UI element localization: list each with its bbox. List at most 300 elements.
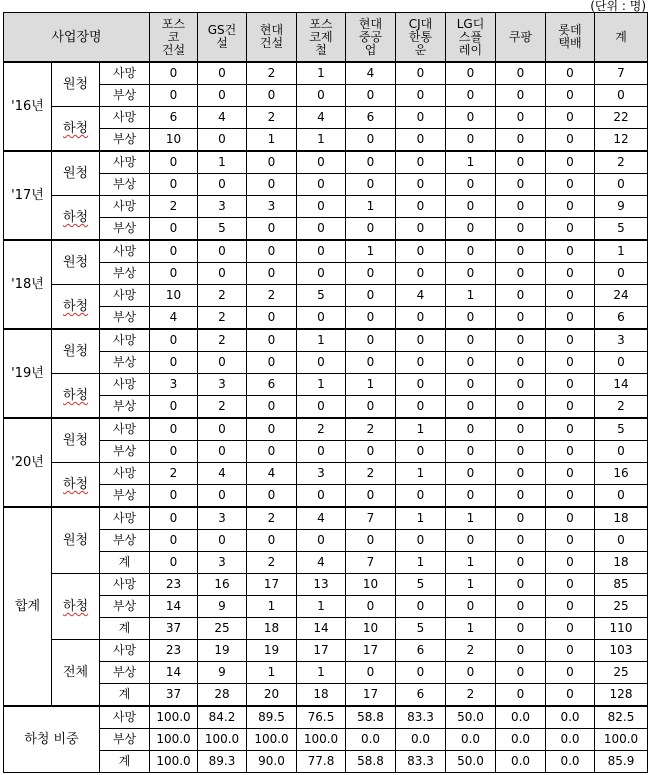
company-header-line: 포스 [161, 16, 186, 31]
value-cell: 0 [346, 129, 396, 152]
value-cell: 0 [546, 441, 595, 463]
value-cell: 7 [346, 507, 396, 530]
value-cell: 0 [247, 418, 297, 441]
value-cell: 0 [346, 329, 396, 352]
table-row [4, 441, 648, 463]
value-cell: 50.0 [446, 751, 496, 773]
value-cell: 90.0 [247, 751, 297, 773]
value-cell: 0 [150, 329, 198, 352]
value-cell: 89.5 [247, 706, 297, 729]
value-cell: 4 [346, 62, 396, 85]
value-cell: 1 [396, 507, 446, 530]
value-cell: 0 [546, 530, 595, 552]
value-cell: 82.5 [595, 706, 648, 729]
value-cell: 1 [446, 507, 496, 530]
value-cell: 25 [595, 662, 648, 684]
table-row [4, 418, 648, 441]
value-cell: 0 [198, 263, 247, 285]
company-header [150, 13, 198, 63]
value-cell: 0 [346, 307, 396, 330]
value-cell: 0 [198, 129, 247, 152]
value-cell: 0 [446, 218, 496, 241]
value-cell: 0 [396, 62, 446, 85]
table-row [4, 618, 648, 640]
injury-type-label: 부상 [100, 352, 150, 374]
value-cell: 0 [346, 174, 396, 196]
value-cell: 0 [595, 174, 648, 196]
value-cell: 5 [198, 218, 247, 241]
value-cell: 0 [396, 441, 446, 463]
value-cell: 0 [446, 107, 496, 129]
value-cell: 0 [446, 530, 496, 552]
year-label: '19년 [4, 329, 52, 418]
value-cell: 9 [595, 196, 648, 218]
value-cell: 0 [297, 530, 346, 552]
value-cell: 0 [446, 196, 496, 218]
contractor-type-label: 하청 [52, 285, 100, 330]
value-cell: 23 [150, 574, 198, 596]
value-cell: 2 [247, 552, 297, 574]
value-cell: 83.3 [396, 706, 446, 729]
injury-type-label: 부상 [100, 396, 150, 419]
value-cell: 0 [247, 263, 297, 285]
value-cell: 0 [546, 151, 595, 174]
value-cell: 37 [150, 618, 198, 640]
table-row [4, 662, 648, 684]
value-cell: 1 [346, 374, 396, 396]
value-cell: 0 [247, 85, 297, 107]
value-cell: 3 [297, 463, 346, 485]
value-cell: 0 [247, 441, 297, 463]
value-cell: 2 [198, 329, 247, 352]
value-cell: 0 [595, 530, 648, 552]
contractor-type-label: 하청 [52, 107, 100, 152]
value-cell: 0 [546, 196, 595, 218]
value-cell: 1 [247, 596, 297, 618]
value-cell: 0 [496, 285, 546, 307]
value-cell: 0 [396, 485, 446, 508]
value-cell: 0 [150, 174, 198, 196]
value-cell: 0 [496, 218, 546, 241]
injury-type-label: 사망 [100, 507, 150, 530]
value-cell: 100.0 [247, 729, 297, 751]
value-cell: 3 [198, 374, 247, 396]
company-header-line: 운 [414, 42, 427, 57]
value-cell: 0 [396, 530, 446, 552]
company-header-line: 쿠팡 [508, 29, 533, 44]
value-cell: 0 [297, 352, 346, 374]
value-cell: 0 [496, 662, 546, 684]
contractor-type-label: 원청 [52, 418, 100, 463]
value-cell: 0.0 [496, 706, 546, 729]
value-cell: 0 [297, 307, 346, 330]
value-cell: 0 [496, 196, 546, 218]
table-row [4, 485, 648, 508]
value-cell: 0 [595, 441, 648, 463]
value-cell: 22 [595, 107, 648, 129]
table-row [4, 174, 648, 196]
value-cell: 0 [198, 418, 247, 441]
injury-type-label: 사망 [100, 196, 150, 218]
year-label: '16년 [4, 62, 52, 151]
table-row [4, 574, 648, 596]
value-cell: 1 [446, 552, 496, 574]
table-row [4, 240, 648, 263]
value-cell: 0 [546, 640, 595, 662]
contractor-type-label: 전체 [52, 640, 100, 707]
value-cell: 0 [546, 684, 595, 707]
injury-type-label: 부상 [100, 85, 150, 107]
company-header-line: 중공 [358, 29, 383, 44]
injury-type-label: 사망 [100, 107, 150, 129]
value-cell: 1 [595, 240, 648, 263]
injury-type-label: 사망 [100, 706, 150, 729]
value-cell: 2 [346, 463, 396, 485]
injury-type-label: 사망 [100, 329, 150, 352]
value-cell: 0 [297, 240, 346, 263]
value-cell: 0 [546, 507, 595, 530]
value-cell: 0 [496, 129, 546, 152]
value-cell: 0 [446, 463, 496, 485]
injury-type-label: 계 [100, 552, 150, 574]
table-row [4, 729, 648, 751]
table-row [4, 507, 648, 530]
value-cell: 100.0 [150, 729, 198, 751]
value-cell: 0 [247, 151, 297, 174]
value-cell: 0 [346, 85, 396, 107]
value-cell: 0 [595, 85, 648, 107]
value-cell: 2 [198, 396, 247, 419]
value-cell: 0 [150, 85, 198, 107]
value-cell: 0 [198, 174, 247, 196]
value-cell: 4 [297, 107, 346, 129]
value-cell: 14 [595, 374, 648, 396]
table-row [4, 640, 648, 662]
year-label: '18년 [4, 240, 52, 329]
value-cell: 0 [150, 218, 198, 241]
value-cell: 7 [595, 62, 648, 85]
contractor-type-label: 하청 [52, 374, 100, 419]
value-cell: 2 [346, 418, 396, 441]
value-cell: 0 [496, 307, 546, 330]
value-cell: 0 [446, 662, 496, 684]
value-cell: 10 [346, 574, 396, 596]
value-cell: 25 [595, 596, 648, 618]
injury-type-label: 부상 [100, 530, 150, 552]
unit-label: (단위 : 명) [590, 0, 646, 13]
value-cell: 28 [198, 684, 247, 707]
injury-type-label: 부상 [100, 729, 150, 751]
value-cell: 0 [346, 352, 396, 374]
value-cell: 16 [595, 463, 648, 485]
value-cell: 2 [150, 463, 198, 485]
value-cell: 0.0 [546, 706, 595, 729]
injury-type-label: 부상 [100, 218, 150, 241]
value-cell: 0 [496, 596, 546, 618]
value-cell: 0 [446, 596, 496, 618]
value-cell: 0 [396, 129, 446, 152]
value-cell: 0 [198, 485, 247, 508]
company-header-line: 업 [364, 42, 377, 57]
company-header-line: 한통 [408, 29, 433, 44]
value-cell: 1 [297, 62, 346, 85]
value-cell: 0 [496, 640, 546, 662]
contractor-type-label: 원청 [52, 240, 100, 285]
value-cell: 0.0 [446, 729, 496, 751]
value-cell: 0 [496, 240, 546, 263]
accident-statistics-table [3, 12, 648, 773]
value-cell: 17 [346, 684, 396, 707]
value-cell: 0 [496, 174, 546, 196]
table-row [4, 530, 648, 552]
value-cell: 0 [446, 240, 496, 263]
value-cell: 0 [247, 329, 297, 352]
table-row [4, 307, 648, 330]
value-cell: 0 [396, 218, 446, 241]
value-cell: 1 [297, 129, 346, 152]
contractor-type-label: 원청 [52, 507, 100, 574]
value-cell: 3 [150, 374, 198, 396]
value-cell: 4 [198, 107, 247, 129]
table-row [4, 285, 648, 307]
value-cell: 110 [595, 618, 648, 640]
site-name-header: 사업장명 [4, 13, 150, 63]
value-cell: 0 [198, 85, 247, 107]
value-cell: 1 [297, 329, 346, 352]
value-cell: 0 [346, 285, 396, 307]
table-row [4, 684, 648, 707]
value-cell: 2 [595, 151, 648, 174]
value-cell: 0 [595, 352, 648, 374]
value-cell: 89.3 [198, 751, 247, 773]
value-cell: 0 [297, 441, 346, 463]
value-cell: 3 [595, 329, 648, 352]
value-cell: 0 [150, 552, 198, 574]
value-cell: 6 [396, 640, 446, 662]
table-row [4, 396, 648, 419]
value-cell: 6 [346, 107, 396, 129]
value-cell: 9 [198, 596, 247, 618]
value-cell: 0 [546, 618, 595, 640]
value-cell: 2 [247, 62, 297, 85]
contractor-type-label: 원청 [52, 62, 100, 107]
company-header [446, 13, 496, 63]
value-cell: 5 [595, 418, 648, 441]
value-cell: 0 [446, 352, 496, 374]
value-cell: 1 [198, 151, 247, 174]
injury-type-label: 부상 [100, 129, 150, 152]
company-header-line: LG디 [456, 16, 485, 31]
value-cell: 0 [446, 174, 496, 196]
value-cell: 0 [595, 485, 648, 508]
value-cell: 0 [346, 218, 396, 241]
value-cell: 0 [297, 85, 346, 107]
value-cell: 0 [446, 418, 496, 441]
value-cell: 0 [496, 618, 546, 640]
value-cell: 0 [546, 62, 595, 85]
value-cell: 0 [150, 396, 198, 419]
value-cell: 0 [546, 396, 595, 419]
value-cell: 0 [496, 552, 546, 574]
value-cell: 1 [297, 596, 346, 618]
value-cell: 100.0 [297, 729, 346, 751]
value-cell: 0 [546, 285, 595, 307]
injury-type-label: 부상 [100, 596, 150, 618]
value-cell: 0 [496, 463, 546, 485]
value-cell: 0 [496, 62, 546, 85]
value-cell: 19 [198, 640, 247, 662]
company-header [297, 13, 346, 63]
table-row [4, 218, 648, 241]
value-cell: 18 [247, 618, 297, 640]
company-header [396, 13, 446, 63]
value-cell: 100.0 [150, 706, 198, 729]
value-cell: 0 [595, 263, 648, 285]
value-cell: 14 [150, 596, 198, 618]
value-cell: 0 [346, 485, 396, 508]
value-cell: 0 [297, 396, 346, 419]
table-row [4, 107, 648, 129]
injury-type-label: 계 [100, 618, 150, 640]
company-header-line: 건설 [161, 42, 186, 57]
value-cell: 0 [546, 374, 595, 396]
value-cell: 1 [446, 618, 496, 640]
value-cell: 0 [546, 418, 595, 441]
value-cell: 18 [595, 507, 648, 530]
value-cell: 77.8 [297, 751, 346, 773]
value-cell: 0 [446, 374, 496, 396]
value-cell: 18 [297, 684, 346, 707]
table-row [4, 263, 648, 285]
value-cell: 83.3 [396, 751, 446, 773]
value-cell: 0 [247, 485, 297, 508]
value-cell: 0 [446, 396, 496, 419]
value-cell: 19 [247, 640, 297, 662]
value-cell: 100.0 [150, 751, 198, 773]
injury-type-label: 부상 [100, 307, 150, 330]
table-row [4, 706, 648, 729]
value-cell: 1 [247, 129, 297, 152]
value-cell: 4 [247, 463, 297, 485]
value-cell: 0 [198, 352, 247, 374]
value-cell: 0 [546, 240, 595, 263]
contractor-type-label: 원청 [52, 151, 100, 196]
value-cell: 0 [247, 218, 297, 241]
value-cell: 84.2 [198, 706, 247, 729]
value-cell: 0 [346, 263, 396, 285]
value-cell: 0 [396, 329, 446, 352]
value-cell: 1 [446, 574, 496, 596]
value-cell: 0 [297, 174, 346, 196]
value-cell: 0 [446, 62, 496, 85]
value-cell: 10 [150, 285, 198, 307]
table-row [4, 62, 648, 85]
value-cell: 0 [247, 240, 297, 263]
injury-type-label: 사망 [100, 62, 150, 85]
value-cell: 0 [496, 107, 546, 129]
value-cell: 0 [346, 151, 396, 174]
value-cell: 0.0 [546, 751, 595, 773]
company-header-line: 택배 [558, 36, 582, 50]
value-cell: 0 [297, 196, 346, 218]
table-row [4, 751, 648, 773]
value-cell: 1 [446, 285, 496, 307]
ratio-label: 하청 비중 [4, 706, 100, 773]
value-cell: 0 [150, 151, 198, 174]
company-header-line: 코제 [309, 29, 333, 44]
value-cell: 6 [595, 307, 648, 330]
value-cell: 1 [446, 151, 496, 174]
value-cell: 17 [297, 640, 346, 662]
value-cell: 0 [198, 62, 247, 85]
company-header-line: 계 [615, 29, 627, 44]
value-cell: 0 [546, 107, 595, 129]
value-cell: 50.0 [446, 706, 496, 729]
value-cell: 1 [247, 662, 297, 684]
value-cell: 7 [346, 552, 396, 574]
table-row [4, 329, 648, 352]
value-cell: 0 [446, 441, 496, 463]
value-cell: 0 [496, 263, 546, 285]
value-cell: 0 [150, 352, 198, 374]
value-cell: 0 [346, 530, 396, 552]
value-cell: 0 [496, 684, 546, 707]
value-cell: 0 [198, 441, 247, 463]
value-cell: 5 [297, 285, 346, 307]
value-cell: 0 [297, 218, 346, 241]
value-cell: 85.9 [595, 751, 648, 773]
value-cell: 0 [297, 263, 346, 285]
value-cell: 0 [396, 352, 446, 374]
value-cell: 5 [396, 574, 446, 596]
value-cell: 0 [496, 352, 546, 374]
value-cell: 1 [396, 418, 446, 441]
value-cell: 24 [595, 285, 648, 307]
value-cell: 0.0 [546, 729, 595, 751]
value-cell: 58.8 [346, 751, 396, 773]
value-cell: 10 [346, 618, 396, 640]
value-cell: 0 [396, 307, 446, 330]
value-cell: 0 [546, 485, 595, 508]
value-cell: 3 [198, 552, 247, 574]
table-row [4, 196, 648, 218]
injury-type-label: 부상 [100, 662, 150, 684]
value-cell: 3 [198, 196, 247, 218]
company-header-line: 설 [216, 36, 228, 50]
value-cell: 0 [496, 151, 546, 174]
value-cell: 0 [396, 396, 446, 419]
value-cell: 1 [396, 552, 446, 574]
value-cell: 6 [150, 107, 198, 129]
company-header-line: 롯데 [558, 23, 582, 37]
contractor-type-label: 하청 [52, 196, 100, 241]
value-cell: 25 [198, 618, 247, 640]
table-row [4, 352, 648, 374]
company-header [595, 13, 648, 63]
value-cell: 0 [446, 85, 496, 107]
value-cell: 0 [496, 329, 546, 352]
company-header [247, 13, 297, 63]
value-cell: 1 [297, 662, 346, 684]
value-cell: 0 [496, 418, 546, 441]
value-cell: 100.0 [595, 729, 648, 751]
value-cell: 0 [150, 263, 198, 285]
value-cell: 12 [595, 129, 648, 152]
value-cell: 0 [496, 396, 546, 419]
value-cell: 0 [496, 507, 546, 530]
value-cell: 0 [396, 240, 446, 263]
contractor-type-label: 하청 [52, 463, 100, 508]
